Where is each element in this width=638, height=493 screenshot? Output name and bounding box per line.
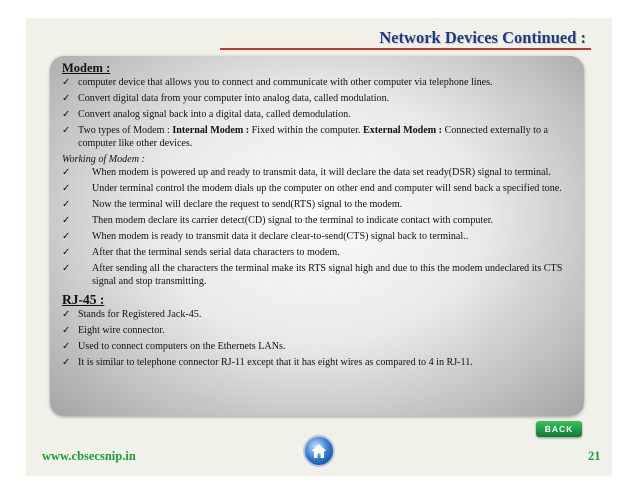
list-item: ✓ After sending all the characters the terminal make its RTS signal high and due to this the modem undeclared its CTS signal and stop transmitting.	[62, 263, 563, 287]
checkmark-icon: ✓	[62, 341, 71, 352]
title-underline	[220, 48, 591, 50]
checkmark-icon: ✓	[62, 357, 71, 368]
checkmark-icon: ✓	[62, 325, 71, 336]
checkmark-icon: ✓	[62, 199, 71, 210]
checkmark-icon: ✓	[62, 109, 71, 120]
checkmark-icon: ✓	[62, 125, 71, 136]
list-item: ✓ Used to connect computers on the Ethernets LANs.	[62, 341, 286, 352]
checkmark-icon: ✓	[62, 77, 71, 88]
list-item: ✓ Now the terminal will declare the request to send(RTS) signal to the modem.	[62, 199, 403, 210]
checkmark-icon: ✓	[62, 167, 71, 178]
content-area	[62, 60, 578, 372]
list-item-modem-types: ✓ Two types of Modem : Internal Modem : Fixed within the computer. External Modem : Connected externally to a computer like other devices.	[62, 125, 548, 149]
list-item: ✓ After that the terminal sends serial data characters to modem.	[62, 247, 340, 258]
list-item: ✓ computer device that allows you to connect and communicate with other computer via telephone lines.	[62, 77, 493, 88]
rj45-points	[62, 308, 578, 369]
checkmark-icon: ✓	[62, 231, 71, 242]
back-button[interactable]: BACK	[536, 421, 582, 437]
home-button[interactable]	[303, 435, 335, 467]
modem-points	[62, 76, 578, 150]
checkmark-icon: ✓	[62, 93, 71, 104]
page-number: 21	[588, 449, 601, 463]
list-item: ✓ Under terminal control the modem dials up the computer on other end and computer will send back a specified tone.	[62, 183, 562, 194]
checkmark-icon: ✓	[62, 263, 71, 274]
list-item: ✓ Eight wire connector.	[62, 325, 165, 336]
list-item: ✓ Convert digital data from your computer into analog data, called modulation.	[62, 93, 390, 104]
list-item: ✓ Stands for Registered Jack-45.	[62, 309, 202, 320]
list-item: ✓ It is similar to telephone connector RJ-11 except that it has eight wires as compared to 4 in RJ-11.	[62, 357, 473, 368]
list-item: ✓ When modem is ready to transmit data it declare clear-to-send(CTS) signal back to terminal..	[62, 231, 469, 242]
checkmark-icon: ✓	[62, 215, 71, 226]
home-icon	[310, 442, 328, 460]
working-steps	[62, 166, 578, 288]
list-item: ✓ When modem is powered up and ready to transmit data, it will declare the data set ready(DSR) signal to terminal.	[62, 167, 551, 178]
website-link[interactable]: www.cbsecsnip.in	[42, 449, 136, 463]
checkmark-icon: ✓	[62, 309, 71, 320]
modem-heading: Modem :	[62, 61, 111, 75]
working-heading: Working of Modem :	[62, 154, 145, 165]
checkmark-icon: ✓	[62, 247, 71, 258]
checkmark-icon: ✓	[62, 183, 71, 194]
list-item: ✓ Then modem declare its carrier detect(CD) signal to the terminal to indicate contact with computer.	[62, 215, 494, 226]
rj45-heading: RJ-45 :	[62, 292, 105, 307]
list-item: ✓ Convert analog signal back into a digital data, called demodulation.	[62, 109, 351, 120]
slide-title: Network Devices Continued :	[379, 28, 586, 47]
